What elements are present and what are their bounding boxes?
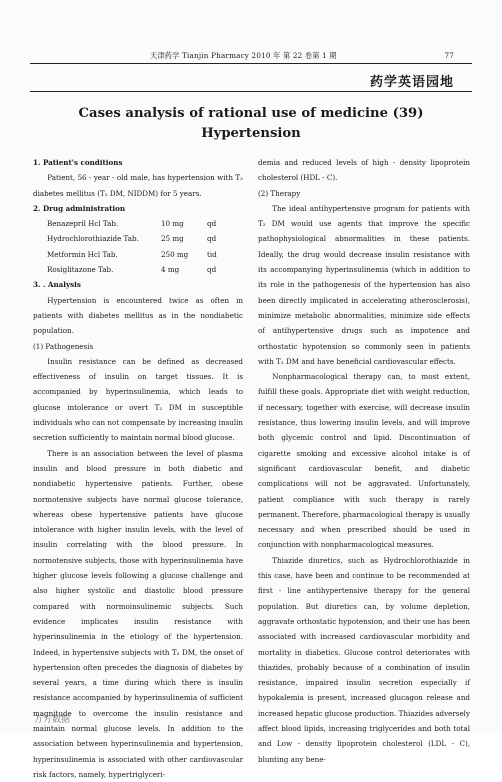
drug-frequency: qd: [207, 265, 217, 275]
article-title: Cases analysis of rational use of medicine (39): [78, 106, 424, 121]
paragraph: Thiazide diuretics, such as Hydrochlorothiazide in this case, have been and continue to be recommended at first - line antihypertensive therapy for the general population. But diuretics can, by volume depletion, aggravate orthostatic hypotension, and their use has been associated with increased cardiovascular morbidity and mortality in diabetics. Glucose control deteriorates with thiazides, probably because of a combination of insulin resistance, impaired insulin secretion especially if hypokalemia is present, increased glucagon release and increased hepatic glucose production. Thiazides adversely affect blood lipids, increasing triglycerides and both total and Low - density lipoprotein cholesterol (LDL - C), blunting any bene-: [258, 555, 470, 764]
paragraph: demia and reduced levels of high - density lipoprotein cholesterol (HDL - C).: [258, 158, 470, 183]
left-column: [33, 155, 243, 782]
drug-name: Metformin Hcl Tab.: [47, 249, 118, 259]
right-column: [258, 155, 470, 767]
drug-dose: 10 mg: [161, 219, 184, 229]
drug-list: [33, 216, 243, 277]
drug-name: Rosiglitazone Tab.: [47, 265, 114, 275]
paragraph: Hypertension is encountered twice as often in patients with diabetes mellitus as in the nondiabetic population.: [33, 295, 243, 336]
drug-row: [33, 247, 243, 262]
section-heading: 药学英语园地: [369, 75, 454, 90]
subheading-pathogenesis: (1) Pathogenesis: [33, 341, 94, 351]
drug-row: [33, 262, 243, 277]
heading-patient-conditions: 1. Patient's conditions: [33, 158, 123, 167]
drug-row: [33, 231, 243, 246]
paragraph: Nonpharmacological therapy can, to most extent, fulfill these goals. Appropriate diet with weight reduction, if necessary, together with exercise, will decrease insulin resistance, thus lowering insulin levels, and will improve both glycemic control and lipid. Discontinuation of cigarette smoking and excessive alcohol intake is of significant cardiovascular benefit, and diabetic complications will not be aggravated. Unfortunately, patient compliance with such therapy is rarely permanent. Therefore, pharmacological therapy is usually necessary and when prescribed should be used in conjunction with nonpharmacological measures.: [258, 372, 470, 550]
wanfang-watermark-logo: 万方数据: [34, 715, 71, 725]
header-rule: [30, 63, 472, 64]
heading-analysis: 3. . Analysis: [33, 280, 81, 290]
drug-dose: 25 mg: [161, 234, 184, 244]
drug-dose: 250 mg: [161, 249, 189, 259]
page-number: 77: [444, 51, 454, 60]
drug-row: [33, 216, 243, 231]
drug-name: Hydrochlorothiazide Tab.: [47, 234, 139, 244]
drug-name: Benazepril Hcl Tab.: [47, 219, 119, 229]
journal-citation: 天津药学 Tianjin Pharmacy 2010 年 第 22 卷第 1 期: [150, 51, 337, 60]
heading-drug-administration: 2. Drug administration: [33, 203, 126, 213]
drug-dose: 4 mg: [161, 265, 180, 275]
paragraph: Insulin resistance can be defined as decreased effectiveness of insulin on target tissues. It is accompanied by hyperinsulinemia, which leads to glucose intolerance or overt T₂ DM in susceptible individuals who can not compensate by increasing insulin secretion sufficiently to maintain normal blood glucose.: [33, 356, 243, 443]
paragraph: The ideal antihypertensive program for patients with T₂ DM would use agents that improve the specific pathophysiological abnormalities in these patients. Ideally, the drug would decrease insulin resistance with its accompanying hyperinsulinemia (which in addition to its role in the pathogenesis of the hypertension has also been directly implicated in accelerating atherosclerosis), minimize metabolic abnormalities, minimize side effects of antihypertensive drugs such as impotence and orthostatic hypotension so commonly seen in patients with T₂ DM and have beneficial cardiovascular effects.: [258, 203, 470, 366]
drug-frequency: qd: [207, 219, 217, 229]
paragraph: There is an association between the level of plasma insulin and blood pressure in both diabetic and nondiabetic hypertensive patients. Further, obese normotensive subjects have normal glucose tolerance, whereas obese hypertensive patients have glucose intolerance with higher insulin levels, with the level of insulin correlating with the blood pressure. In normotensive subjects, those with hyperinsulinemia have higher glucose levels following a glucose challenge and also higher systolic and diastolic blood pressure compared with normoinsulinemic subjects. Such evidence implicates insulin resistance with hyperinsulinemia in the etiology of the hypertension. Indeed, in hypertensive subjects with T₂ DM, the onset of hypertension often precedes the diagnosis of diabetes by several years, a time during which there is insulin resistance accompanied by hyperinsulinemia of sufficient magnitude to overcome the insulin resistance and maintain normal glucose levels. In addition to the association between hyperinsulinemia and hypertension, hyperinsulinemia is associated with other cardiovascular risk factors, namely, hypertriglyceri-: [33, 448, 243, 779]
section-rule: [30, 91, 472, 92]
drug-frequency: tid: [207, 249, 217, 259]
paragraph: Patient, 56 - year - old male, has hypertension with T₂ diabetes mellitus (T₂ DM, NIDDM) for 5 years.: [33, 173, 243, 198]
article-subtitle: Hypertension: [201, 126, 301, 141]
drug-frequency: qd: [207, 234, 217, 244]
subheading-therapy: (2) Therapy: [258, 188, 301, 198]
